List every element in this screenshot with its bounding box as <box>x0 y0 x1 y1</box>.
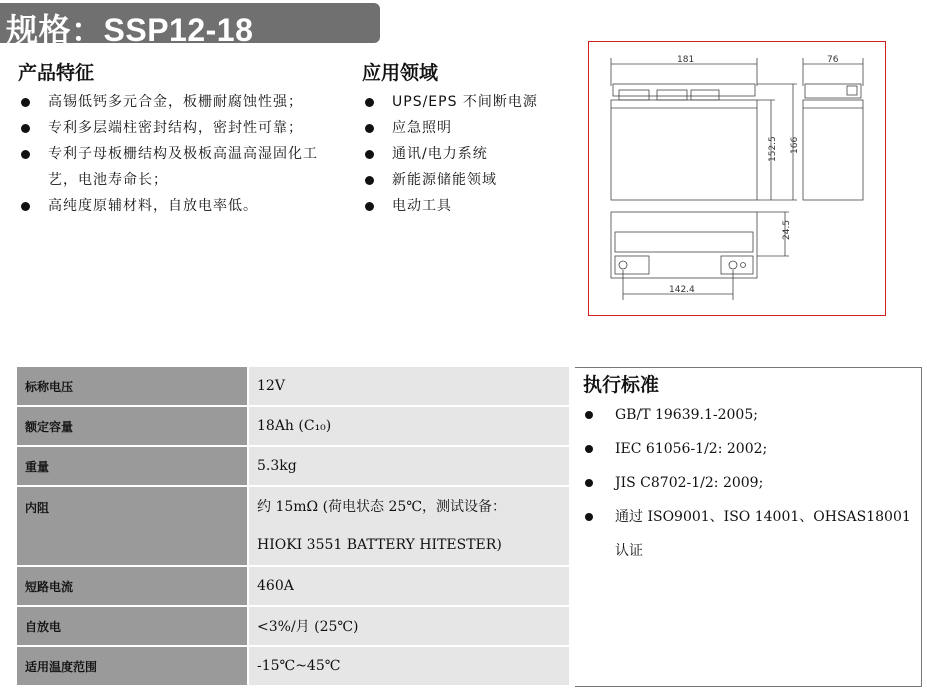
list-item: GB/T 19639.1-2005; <box>581 398 917 432</box>
dim-terminal-spacing: 142.4 <box>669 285 695 295</box>
spec-value: 12V <box>248 367 569 406</box>
title-bar <box>0 3 380 48</box>
table-row <box>17 486 569 566</box>
spec-label: 内阻 <box>17 486 248 566</box>
table-row <box>17 646 569 686</box>
dim-height-body: 152.5 <box>768 136 778 162</box>
list-item: 通讯/电力系统 <box>362 141 582 167</box>
table-row <box>17 446 569 486</box>
list-item: 高纯度原辅材料，自放电率低。 <box>18 193 338 219</box>
list-item: 专利子母板栅结构及极板高温高湿固化工艺，电池寿命长； <box>18 141 338 193</box>
features-heading: 产品特征 <box>18 62 95 84</box>
features-list <box>18 89 338 219</box>
spec-label: 自放电 <box>17 606 248 646</box>
spec-label: 适用温度范围 <box>17 646 248 686</box>
spec-table <box>17 367 569 687</box>
spec-value-line1: 约 15mΩ (荷电状态 25℃，测试设备： <box>257 499 506 515</box>
spec-label: 标称电压 <box>17 367 248 406</box>
spec-value: -15℃~45℃ <box>248 646 569 686</box>
dim-height-total: 166 <box>790 136 800 154</box>
dimension-drawing <box>588 41 886 316</box>
spec-value: <3%/月 (25℃) <box>248 606 569 646</box>
dim-length: 181 <box>677 55 695 65</box>
spec-value <box>248 486 569 566</box>
dim-terminal-height: 24.5 <box>782 219 792 240</box>
table-row <box>17 406 569 446</box>
list-item: UPS/EPS 不间断电源 <box>362 89 582 115</box>
list-item: 新能源储能领域 <box>362 167 582 193</box>
list-item: 高锡低钙多元合金，板栅耐腐蚀性强； <box>18 89 338 115</box>
spec-label: 额定容量 <box>17 406 248 446</box>
spec-value: 18Ah (C₁₀) <box>248 406 569 446</box>
list-item: 电动工具 <box>362 193 582 219</box>
list-item: JIS C8702-1/2: 2009; <box>581 466 917 500</box>
battery-drawing-svg <box>589 42 885 315</box>
spec-label: 重量 <box>17 446 248 486</box>
table-row <box>17 566 569 606</box>
spec-value-line2: HIOKI 3551 BATTERY HITESTER) <box>257 537 502 553</box>
list-item: 应急照明 <box>362 115 582 141</box>
list-item: 通过 ISO9001、ISO 14001、OHSAS18001 认证 <box>581 500 917 568</box>
standards-list <box>581 398 917 568</box>
applications-heading: 应用领域 <box>362 62 439 84</box>
spec-value: 460A <box>248 566 569 606</box>
spec-label: 短路电流 <box>17 566 248 606</box>
dim-width: 76 <box>827 55 839 65</box>
table-row <box>17 606 569 646</box>
standards-box <box>575 367 922 687</box>
applications-list <box>362 89 582 219</box>
table-row <box>17 367 569 406</box>
list-item: 专利多层端柱密封结构，密封性可靠； <box>18 115 338 141</box>
page-title: 规格：SSP12-18 <box>6 12 254 48</box>
standards-heading: 执行标准 <box>583 374 660 396</box>
spec-value: 5.3kg <box>248 446 569 486</box>
list-item: IEC 61056-1/2: 2002; <box>581 432 917 466</box>
